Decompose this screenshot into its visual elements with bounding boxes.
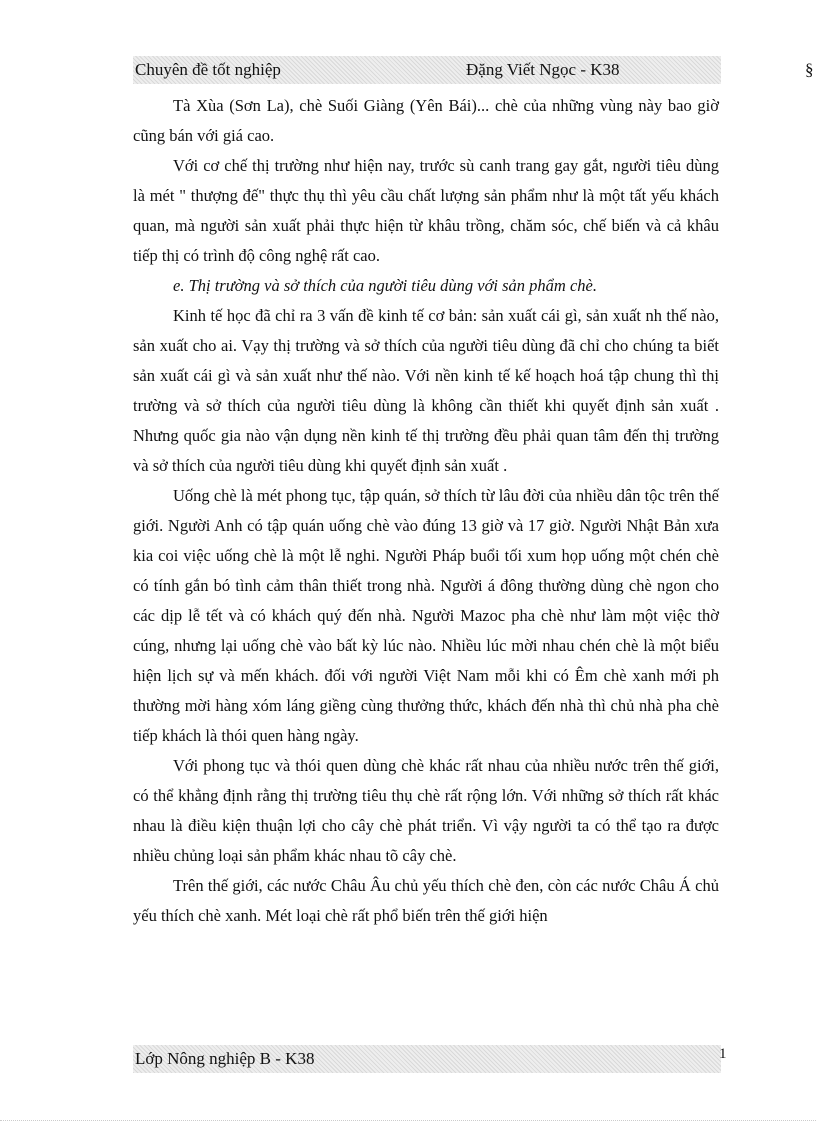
header-author: Đặng Viết Ngọc - K38 (466, 60, 620, 79)
document-body (133, 91, 719, 931)
paragraph: Với cơ chế thị trường như hiện nay, trước sù canh trang gay gắt, người tiêu dùng là mét " thượng đế" thực thụ thì yêu cầu chất lượng sản phẩm như là một tất yếu khách quan, mà người sản xuất phải thực hiện từ khâu trồng, chăm sóc, chế biến và cả khâu tiếp thị có trình độ công nghệ rất cao. (133, 156, 719, 265)
section-mark: § (805, 60, 814, 79)
section-heading: e. Thị trường và sở thích của người tiêu dùng với sản phẩm chè. (173, 276, 597, 295)
paragraph: Với phong tục và thói quen dùng chè khác rất nhau của nhiều nước trên thế giới, có thể khẳng định rằng thị trường tiêu thụ chè rất rộng lớn. Với những sở thích rất khác nhau là điều kiện thuận lợi cho cây chè phát triển. Vì vậy người ta có thể tạo ra được nhiều chủng loại sản phẩm khác nhau tõ cây chè. (133, 756, 719, 865)
footer-class-name: Lớp Nông nghiệp B - K38 (135, 1049, 315, 1068)
page-header (133, 56, 721, 84)
page-number: 1 (719, 1046, 727, 1062)
paragraph: Uống chè là mét phong tục, tập quán, sở thích từ lâu đời của nhiều dân tộc trên thế giới. Người Anh có tập quán uống chè vào đúng 13 giờ và 17 giờ. Người Nhật Bản xưa kia coi việc uống chè là một lễ nghi. Người Pháp buổi tối xum họp uống một chén chè có tính gắn bó tình cảm thân thiết trong nhà. Người á đông thường dùng chè ngon cho các dịp lễ tết và có khách quý đến nhà. Người Mazoc pha chè như làm một việc thờ cúng, nhưng lại uống chè vào bất kỳ lúc nào. Nhiều lúc mời nhau chén chè là một biểu hiện lịch sự và mến khách. đối với người Việt Nam mỗi khi có Êm chè xanh mới ph thường mời hàng xóm láng giềng cùng thưởng thức, khách đến nhà thì chủ nhà pha chè tiếp khách là thói quen hàng ngày. (133, 486, 719, 745)
paragraph: Kinh tế học đã chỉ ra 3 vấn đề kinh tế cơ bản: sản xuất cái gì, sản xuất nh thế nào, sản xuất cho ai. Vạy thị trường và sở thích của người tiêu dùng đã chỉ cho chúng ta biết sản xuất cái gì và sản xuất như thế nào. Với nền kinh tế kế hoạch hoá tập chung thì thị trường và sở thích của người tiêu dùng là không cần thiết khi quyết định sản xuất . Nhưng quốc gia nào vận dụng nền kinh tế thị trường đều phải quan tâm đến thị trường và sở thích của người tiêu dùng khi quyết định sản xuất . (133, 306, 719, 475)
paragraph: Trên thế giới, các nước Châu Âu chủ yếu thích chè đen, còn các nước Châu Á chủ yếu thích chè xanh. Mét loại chè rất phổ biến trên thế giới hiện (133, 876, 719, 925)
page-bottom-divider (0, 1120, 816, 1121)
page-footer (133, 1045, 721, 1073)
header-document-title: Chuyên đề tốt nghiệp (135, 60, 281, 79)
paragraph: Tà Xùa (Sơn La), chè Suối Giàng (Yên Bái)... chè của những vùng này bao giờ cũng bán với giá cao. (133, 96, 719, 145)
